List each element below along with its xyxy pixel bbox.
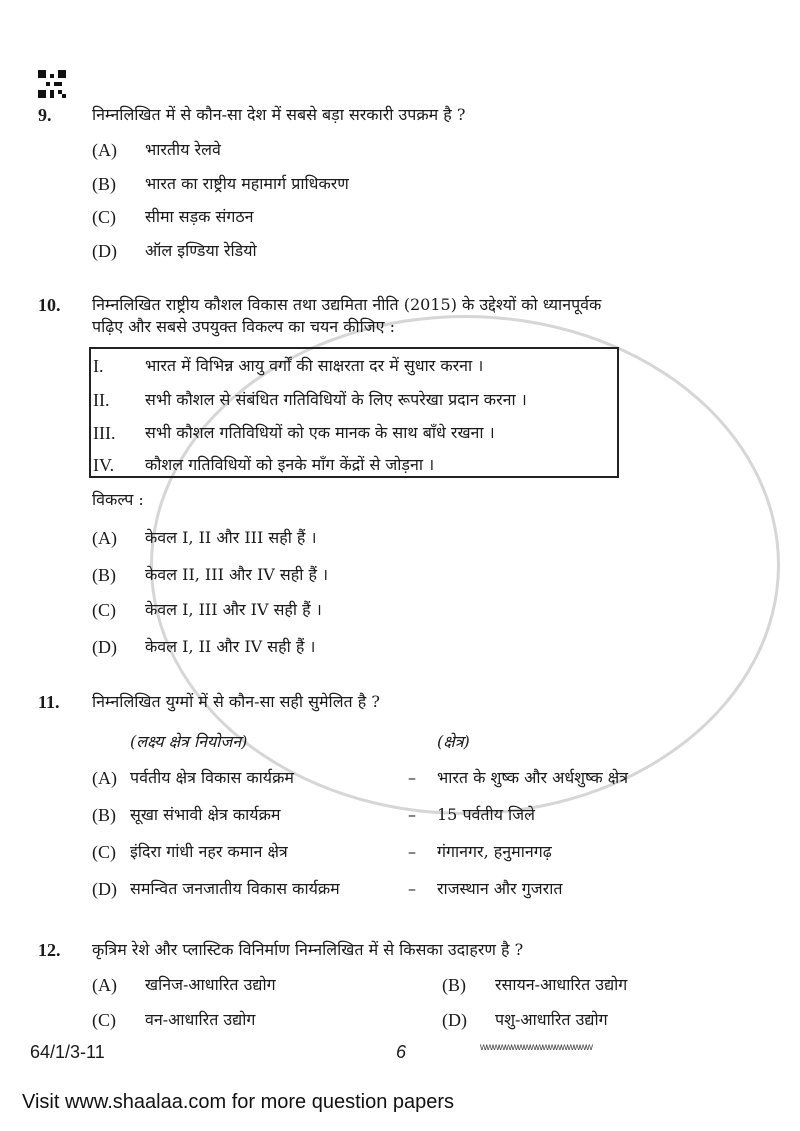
option-text: खनिज-आधारित उद्योग [145, 974, 276, 994]
option-text: रसायन-आधारित उद्योग [495, 974, 628, 994]
option-label: (A) [92, 974, 117, 995]
option-label: (A) [92, 528, 117, 548]
row-right: राजस्थान और गुजरात [437, 878, 563, 898]
option-text: केवल I, II और III सही हैं । [145, 528, 317, 547]
options-row [92, 967, 627, 1002]
statement-text: भारत में विभिन्न आयु वर्गों की साक्षरता दर में सुधार करना । [145, 356, 484, 375]
option-label: (C) [92, 207, 116, 227]
options-heading: विकल्प : [92, 490, 144, 509]
option-label: (B) [442, 974, 466, 995]
question-text: कृत्रिम रेशे और प्लास्टिक विनिर्माण निम्नलिखित में से किसका उदाहरण है ? [92, 940, 524, 959]
option-text: सीमा सड़क संगठन [145, 207, 254, 226]
option-label: (B) [92, 174, 116, 194]
column-header: (क्षेत्र) [437, 731, 470, 751]
option-label: (D) [92, 637, 117, 657]
question-number: 11. [38, 692, 60, 712]
statement-label: IV. [93, 455, 115, 475]
row-dash: – [408, 841, 416, 861]
option-label: (A) [92, 140, 117, 160]
table-row [92, 833, 628, 870]
question-number: 12. [38, 940, 61, 960]
statement-label: II. [93, 390, 110, 410]
option-text: भारतीय रेलवे [145, 140, 221, 159]
row-left: सूखा संभावी क्षेत्र कार्यक्रम [130, 804, 281, 824]
row-left: इंदिरा गांधी नहर कमान क्षेत्र [130, 841, 288, 861]
option-label: (C) [92, 600, 116, 620]
row-label: (D) [92, 878, 117, 899]
visit-link[interactable]: Visit www.shaalaa.com for more question papers [22, 1091, 455, 1113]
row-label: (A) [92, 767, 117, 788]
statement-text: सभी कौशल गतिविधियों को एक मानक के साथ बाँधे रखना । [145, 423, 495, 442]
option-label: (B) [92, 565, 116, 585]
question-text: पढ़िए और सबसे उपयुक्त विकल्प का चयन कीजिए : [92, 317, 396, 336]
wavy-line: wwwwwwwwwwwwwwwwww [480, 1042, 592, 1053]
option-label: (D) [92, 241, 117, 261]
row-dash: – [408, 804, 416, 824]
table-row [92, 796, 628, 833]
option-text: केवल I, II और IV सही हैं । [145, 637, 316, 656]
option-text: ऑल इण्डिया रेडियो [145, 241, 257, 260]
table-row [92, 759, 628, 796]
row-left: समन्वित जनजातीय विकास कार्यक्रम [130, 878, 340, 898]
question-text: निम्नलिखित में से कौन-सा देश में सबसे बड़ा सरकारी उपक्रम है ? [92, 105, 466, 124]
option-text: वन-आधारित उद्योग [145, 1009, 256, 1029]
row-right: गंगानगर, हनुमानगढ़ [437, 841, 552, 861]
option-text: भारत का राष्ट्रीय महामार्ग प्राधिकरण [145, 174, 349, 193]
column-header: (लक्ष्य क्षेत्र नियोजन) [130, 731, 248, 751]
row-right: 15 पर्वतीय जिले [437, 804, 535, 824]
paper-code: 64/1/3-11 [30, 1042, 105, 1062]
question-number: 9. [38, 105, 52, 125]
row-label: (B) [92, 804, 116, 825]
option-label: (D) [442, 1009, 467, 1030]
options-row [92, 1002, 627, 1037]
options-table [92, 967, 627, 1037]
option-text: पशु-आधारित उद्योग [495, 1009, 608, 1029]
question-text: निम्नलिखित युग्मों में से कौन-सा सही सुमेलित है ? [92, 692, 380, 711]
row-dash: – [408, 878, 416, 898]
row-left: पर्वतीय क्षेत्र विकास कार्यक्रम [130, 767, 294, 787]
table-row [92, 870, 628, 907]
option-text: केवल II, III और IV सही हैं । [145, 565, 329, 584]
statement-label: III. [93, 423, 116, 443]
question-number: 10. [38, 295, 61, 315]
page-number: 6 [396, 1042, 407, 1062]
row-right: भारत के शुष्क और अर्धशुष्क क्षेत्र [437, 767, 629, 787]
question-text: निम्नलिखित राष्ट्रीय कौशल विकास तथा उद्यमिता नीति (2015) के उद्देश्यों को ध्यानपूर्वक [92, 295, 602, 314]
statement-text: कौशल गतिविधियों को इनके माँग केंद्रों से जोड़ना । [145, 455, 435, 474]
row-label: (C) [92, 841, 116, 862]
statement-label: I. [93, 356, 104, 376]
qr-code-icon [38, 70, 66, 98]
row-dash: – [408, 767, 416, 787]
option-text: केवल I, III और IV सही हैं । [145, 600, 322, 619]
table-header-row [92, 724, 628, 759]
statement-text: सभी कौशल से संबंधित गतिविधियों के लिए रूपरेखा प्रदान करना । [145, 390, 527, 409]
matching-table [92, 724, 628, 907]
option-label: (C) [92, 1009, 116, 1030]
